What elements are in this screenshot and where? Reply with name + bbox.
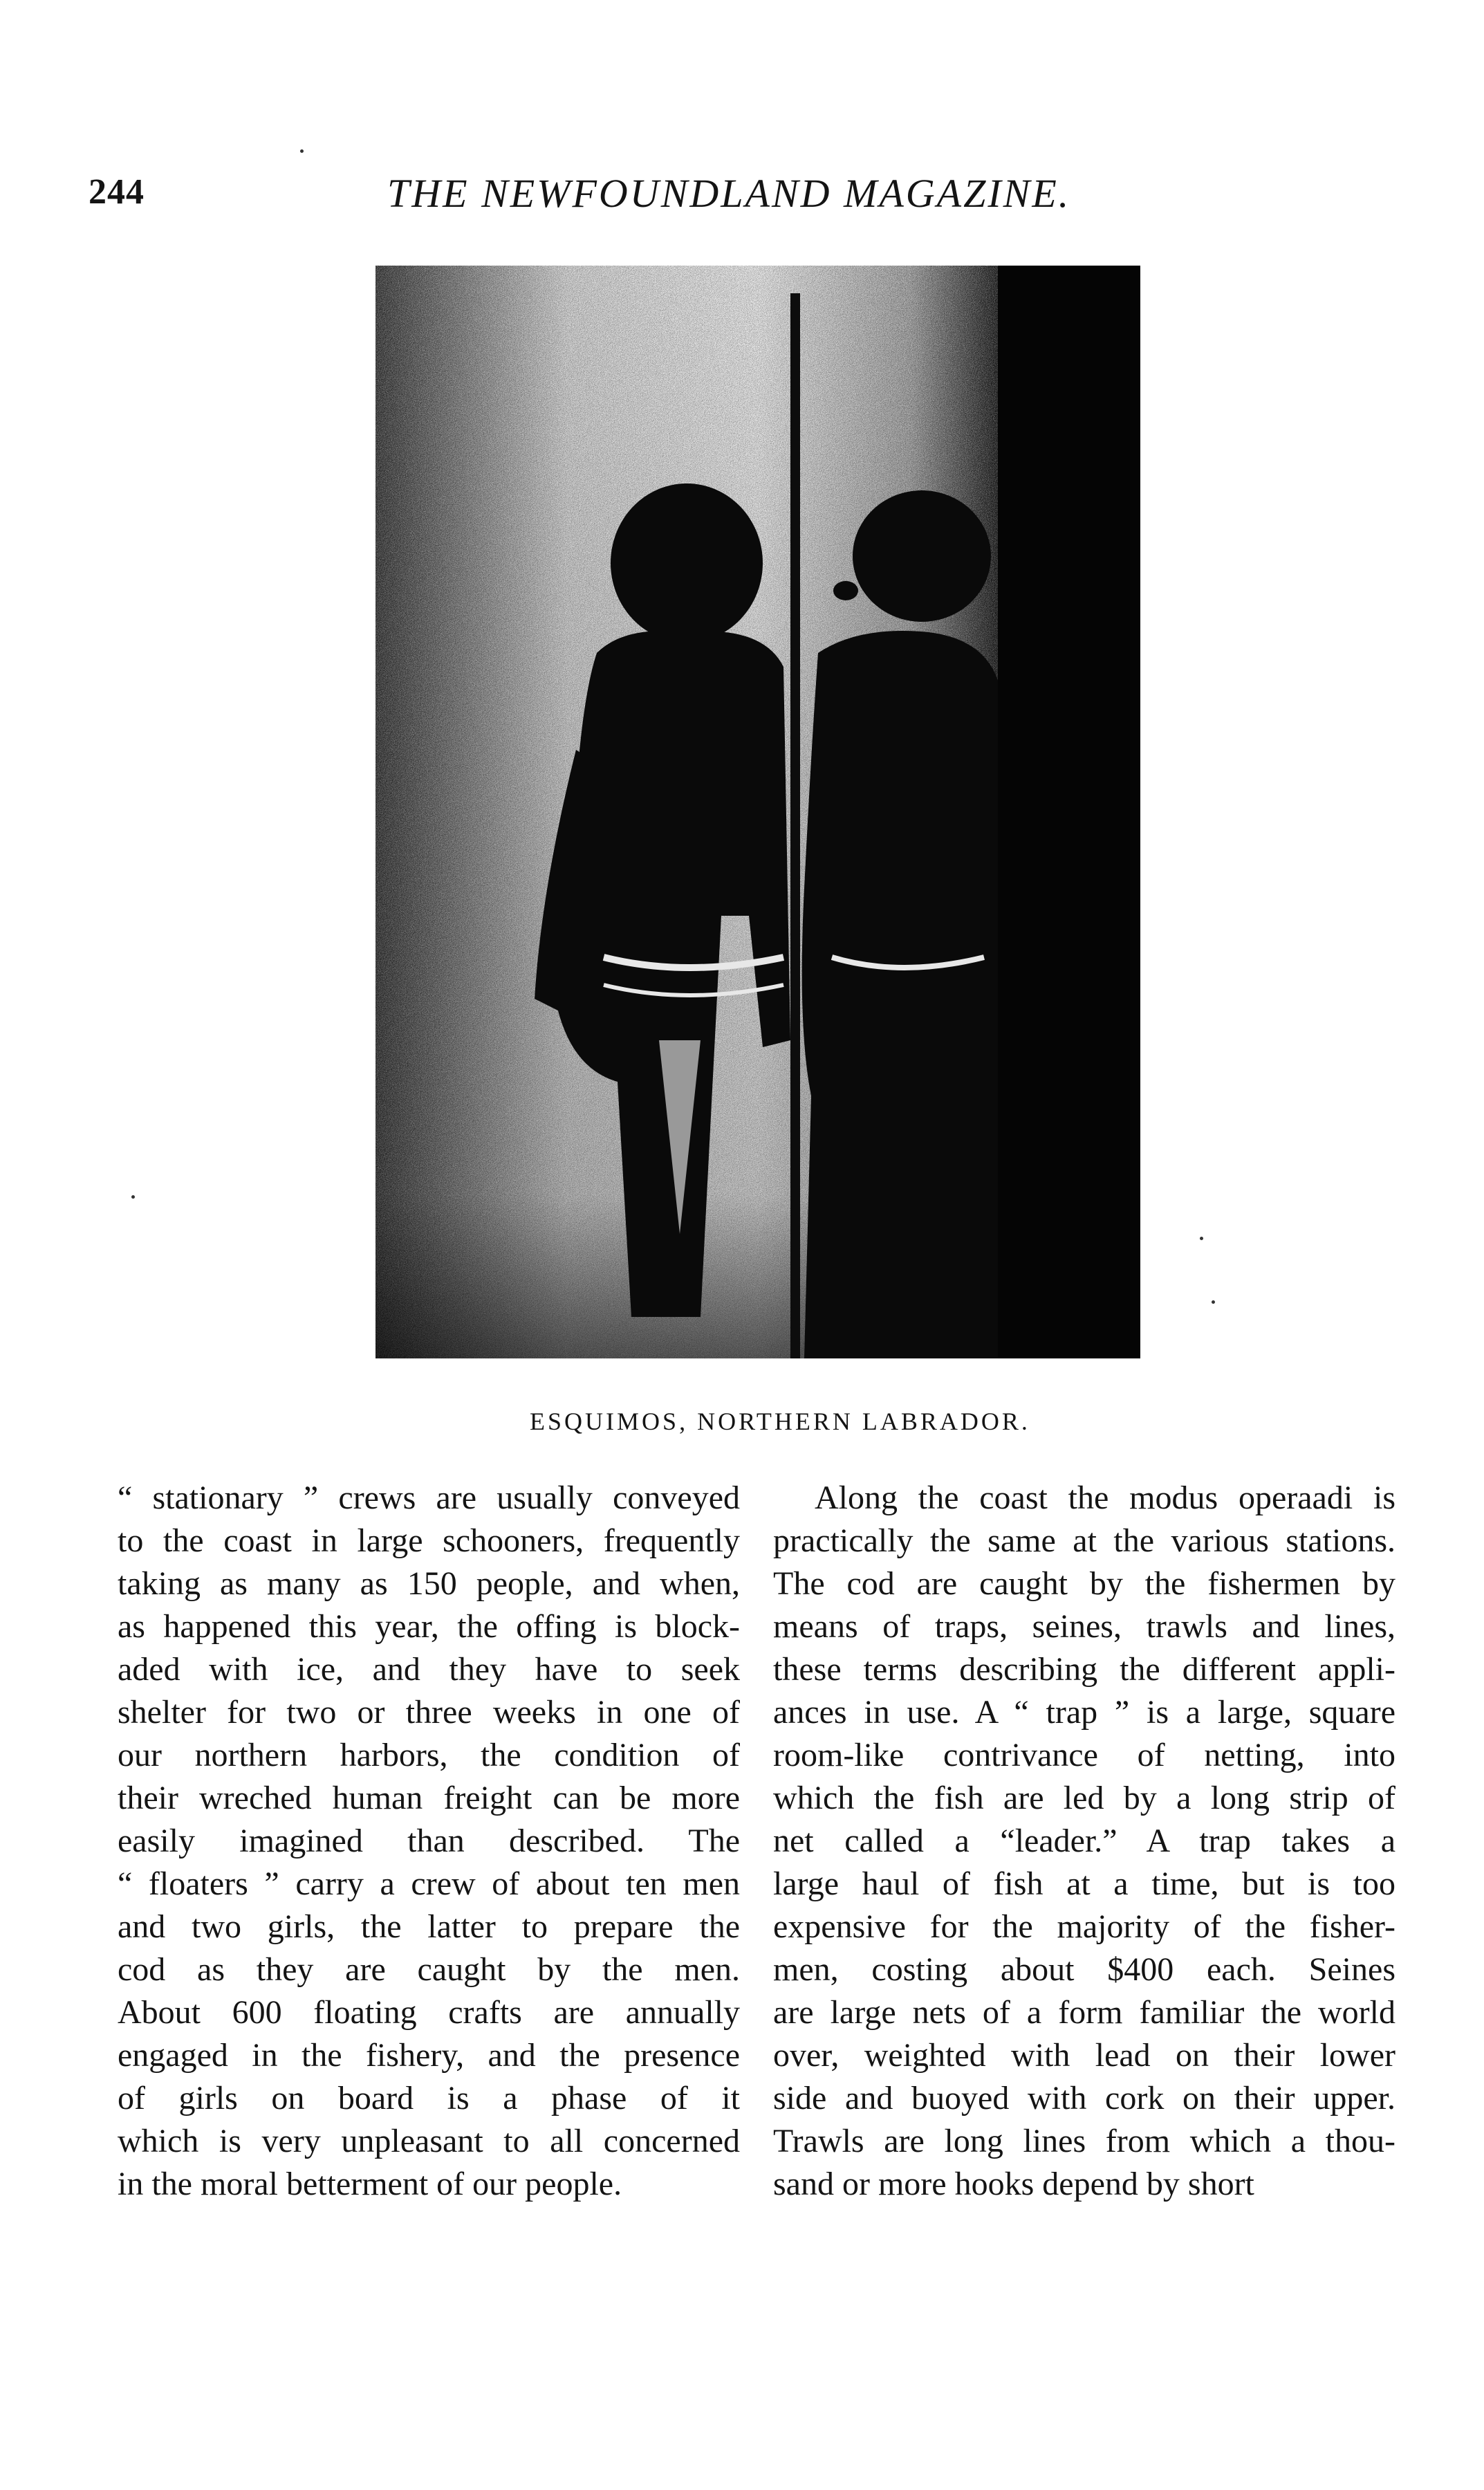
left-line-4: as happened this year, the offing is block- [118,1608,740,1645]
right-line-4: means of traps, seines, trawls and lines, [773,1608,1395,1645]
right-line-3: The cod are caught by the fishermen by [773,1565,1395,1602]
left-line-17: in the moral betterment of our people. [118,2166,622,2202]
left-line-13: About 600 floating crafts are annually [118,1994,740,2031]
running-title: THE NEWFOUNDLAND MAGAZINE. [387,171,1071,216]
left-column [118,1477,740,2206]
photograph [375,266,1140,1358]
right-line-16: Trawls are long lines from which a thou- [773,2123,1395,2159]
right-line-2: practically the same at the various stations. [773,1522,1395,1559]
right-line-1: Along the coast the modus operaadi is [815,1479,1395,1516]
left-line-16: which is very unpleasant to all concerned [118,2123,740,2159]
right-line-7: room-like contrivance of netting, into [773,1737,1395,1773]
right-line-5: these terms describing the different appli- [773,1651,1395,1688]
right-line-8: which the fish are led by a long strip of [773,1780,1395,1816]
photograph-image [375,266,1140,1358]
right-line-9: net called a “leader.” A trap takes a [773,1823,1395,1859]
stray-mark [1200,1237,1203,1240]
stray-mark [1212,1300,1215,1304]
stray-mark [131,1195,135,1199]
left-line-12: cod as they are caught by the men. [118,1951,740,1988]
left-line-1: “ stationary ” crews are usually conveyed [118,1479,740,1516]
stray-mark [300,149,304,153]
left-line-6: shelter for two or three weeks in one of [118,1694,740,1731]
left-line-15: of girls on board is a phase of it [118,2080,740,2116]
page-number: 244 [89,172,145,212]
left-line-3: taking as many as 150 people, and when, [118,1565,740,1602]
right-line-13: are large nets of a form familiar the world [773,1994,1395,2031]
left-line-2: to the coast in large schooners, frequently [118,1522,740,1559]
right-line-17: sand or more hooks depend by short [773,2166,1254,2202]
left-line-14: engaged in the fishery, and the presence [118,2037,740,2074]
right-column [773,1477,1395,2206]
left-line-8: their wreched human freight can be more [118,1780,740,1816]
left-line-9: easily imagined than described. The [118,1823,740,1859]
left-line-5: aded with ice, and they have to seek [118,1651,740,1688]
left-line-11: and two girls, the latter to prepare the [118,1908,740,1945]
left-line-10: “ floaters ” carry a crew of about ten men [118,1865,740,1902]
right-line-6: ances in use. A “ trap ” is a large, square [773,1694,1395,1731]
right-line-11: expensive for the majority of the fisher- [773,1908,1395,1945]
left-line-7: our northern harbors, the condition of [118,1737,740,1773]
right-line-10: large haul of fish at a time, but is too [773,1865,1395,1902]
right-line-15: side and buoyed with cork on their upper. [773,2080,1395,2116]
right-line-12: men, costing about $400 each. Seines [773,1951,1395,1988]
right-line-14: over, weighted with lead on their lower [773,2037,1395,2074]
figure-caption: ESQUIMOS, NORTHERN LABRADOR. [530,1408,1030,1435]
